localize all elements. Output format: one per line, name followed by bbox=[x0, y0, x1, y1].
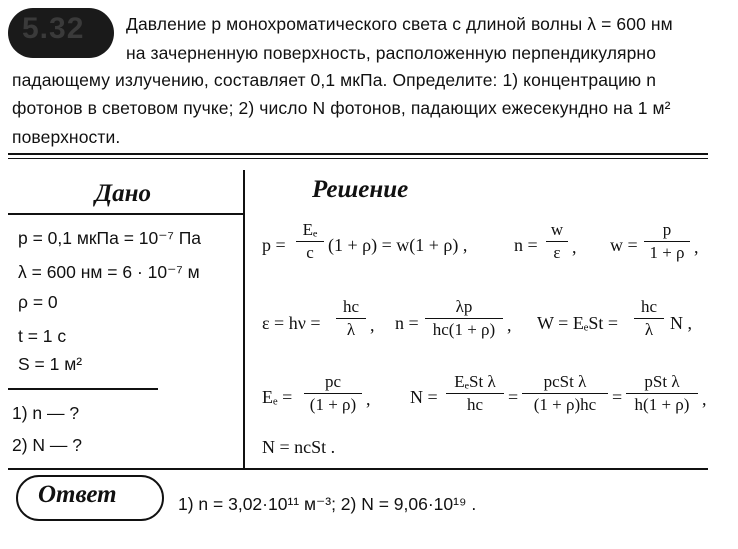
eq-sep: , bbox=[702, 389, 707, 409]
given-pressure: p = 0,1 мкПа = 10⁻⁷ Па bbox=[18, 228, 202, 248]
frac-num: w bbox=[546, 220, 568, 242]
frac-num: EₑSt λ bbox=[446, 372, 504, 394]
frac-pcSt-lambda bbox=[522, 372, 608, 415]
frac-den: 1 + ρ bbox=[649, 243, 685, 262]
frac-den: hc bbox=[466, 395, 484, 414]
frac-den: λ bbox=[644, 320, 654, 339]
eq-w-lhs: w = bbox=[610, 235, 638, 255]
frac-w-over-eps bbox=[546, 220, 568, 263]
problem-line-4: фотонов в световом пучке; 2) число N фотонов, падающих ежесекундно на 1 м² bbox=[12, 98, 671, 118]
eq-pressure-rhs: (1 + ρ) = w(1 + ρ) , bbox=[328, 235, 468, 255]
frac-Ee-over-c bbox=[296, 220, 324, 263]
given-area: S = 1 м² bbox=[18, 354, 83, 374]
eq-sep: , bbox=[507, 315, 512, 335]
frac-den: c bbox=[306, 243, 314, 262]
given-header-rule bbox=[8, 213, 244, 215]
find-rule bbox=[8, 388, 158, 390]
frac-num: hc bbox=[634, 297, 664, 319]
column-divider bbox=[243, 170, 245, 468]
eq-W-rhs: N , bbox=[670, 313, 692, 333]
frac-den: (1 + ρ)hc bbox=[533, 395, 597, 414]
given-time: t = 1 с bbox=[18, 326, 67, 346]
frac-num: Eₑ bbox=[296, 220, 324, 242]
find-N: 2) N — ? bbox=[12, 435, 83, 455]
given-heading: Дано bbox=[95, 180, 151, 207]
eq-sep: , bbox=[694, 237, 699, 257]
top-rule-thin bbox=[8, 158, 708, 159]
eq-N-ncSt: N = ncSt . bbox=[262, 437, 336, 457]
frac-lambda-p bbox=[425, 297, 503, 340]
frac-p-over-1rho bbox=[644, 220, 690, 263]
eq-pressure-lhs: p = bbox=[262, 235, 286, 255]
eq-sep: , bbox=[366, 389, 371, 409]
frac-hc-over-lambda bbox=[336, 297, 366, 340]
eq-equals: = bbox=[508, 387, 519, 407]
problem-line-3: падающему излучению, составляет 0,1 мкПа. Определите: 1) концентрацию n bbox=[12, 70, 657, 90]
frac-num: pc bbox=[304, 372, 362, 394]
problem-number: 5.32 bbox=[22, 12, 85, 45]
top-rule bbox=[8, 153, 708, 155]
problem-line-1: Давление p монохроматического света с длиной волны λ = 600 нм bbox=[126, 14, 673, 34]
eq-Ee-lhs: Eₑ = bbox=[262, 387, 293, 407]
eq-equals: = bbox=[612, 387, 623, 407]
eq-n-lhs: n = bbox=[514, 235, 538, 255]
frac-pSt-lambda bbox=[626, 372, 698, 415]
frac-num: λp bbox=[425, 297, 503, 319]
frac-den: λ bbox=[346, 320, 356, 339]
given-wavelength: λ = 600 нм = 6 · 10⁻⁷ м bbox=[18, 262, 200, 282]
problem-line-2: на зачерненную поверхность, расположенную перпендикулярно bbox=[126, 43, 657, 63]
answer-text: 1) n = 3,02·10¹¹ м⁻³; 2) N = 9,06·10¹⁹ . bbox=[178, 494, 477, 514]
frac-num: pcSt λ bbox=[522, 372, 608, 394]
eq-N-lhs: N = bbox=[410, 387, 438, 407]
eq-W-lhs: W = EₑSt = bbox=[537, 313, 619, 333]
solution-heading: Решение bbox=[312, 176, 409, 203]
frac-den: (1 + ρ) bbox=[309, 395, 357, 414]
given-reflectance: ρ = 0 bbox=[18, 292, 58, 312]
frac-EeSt-lambda bbox=[446, 372, 504, 415]
eq-eps-lhs: ε = hν = bbox=[262, 313, 321, 333]
frac-den: hc(1 + ρ) bbox=[432, 320, 496, 339]
eq-sep: , bbox=[370, 315, 375, 335]
frac-den: h(1 + ρ) bbox=[634, 395, 690, 414]
find-n: 1) n — ? bbox=[12, 403, 80, 423]
frac-num: pSt λ bbox=[626, 372, 698, 394]
problem-line-5: поверхности. bbox=[12, 127, 121, 147]
eq-sep: , bbox=[572, 237, 577, 257]
frac-den: ε bbox=[553, 243, 561, 262]
frac-hc-over-lambda-2 bbox=[634, 297, 664, 340]
bottom-rule bbox=[8, 468, 708, 470]
answer-label: Ответ bbox=[38, 481, 117, 508]
frac-num: hc bbox=[336, 297, 366, 319]
eq-n2-lhs: n = bbox=[395, 313, 419, 333]
frac-num: p bbox=[644, 220, 690, 242]
frac-pc bbox=[304, 372, 362, 415]
